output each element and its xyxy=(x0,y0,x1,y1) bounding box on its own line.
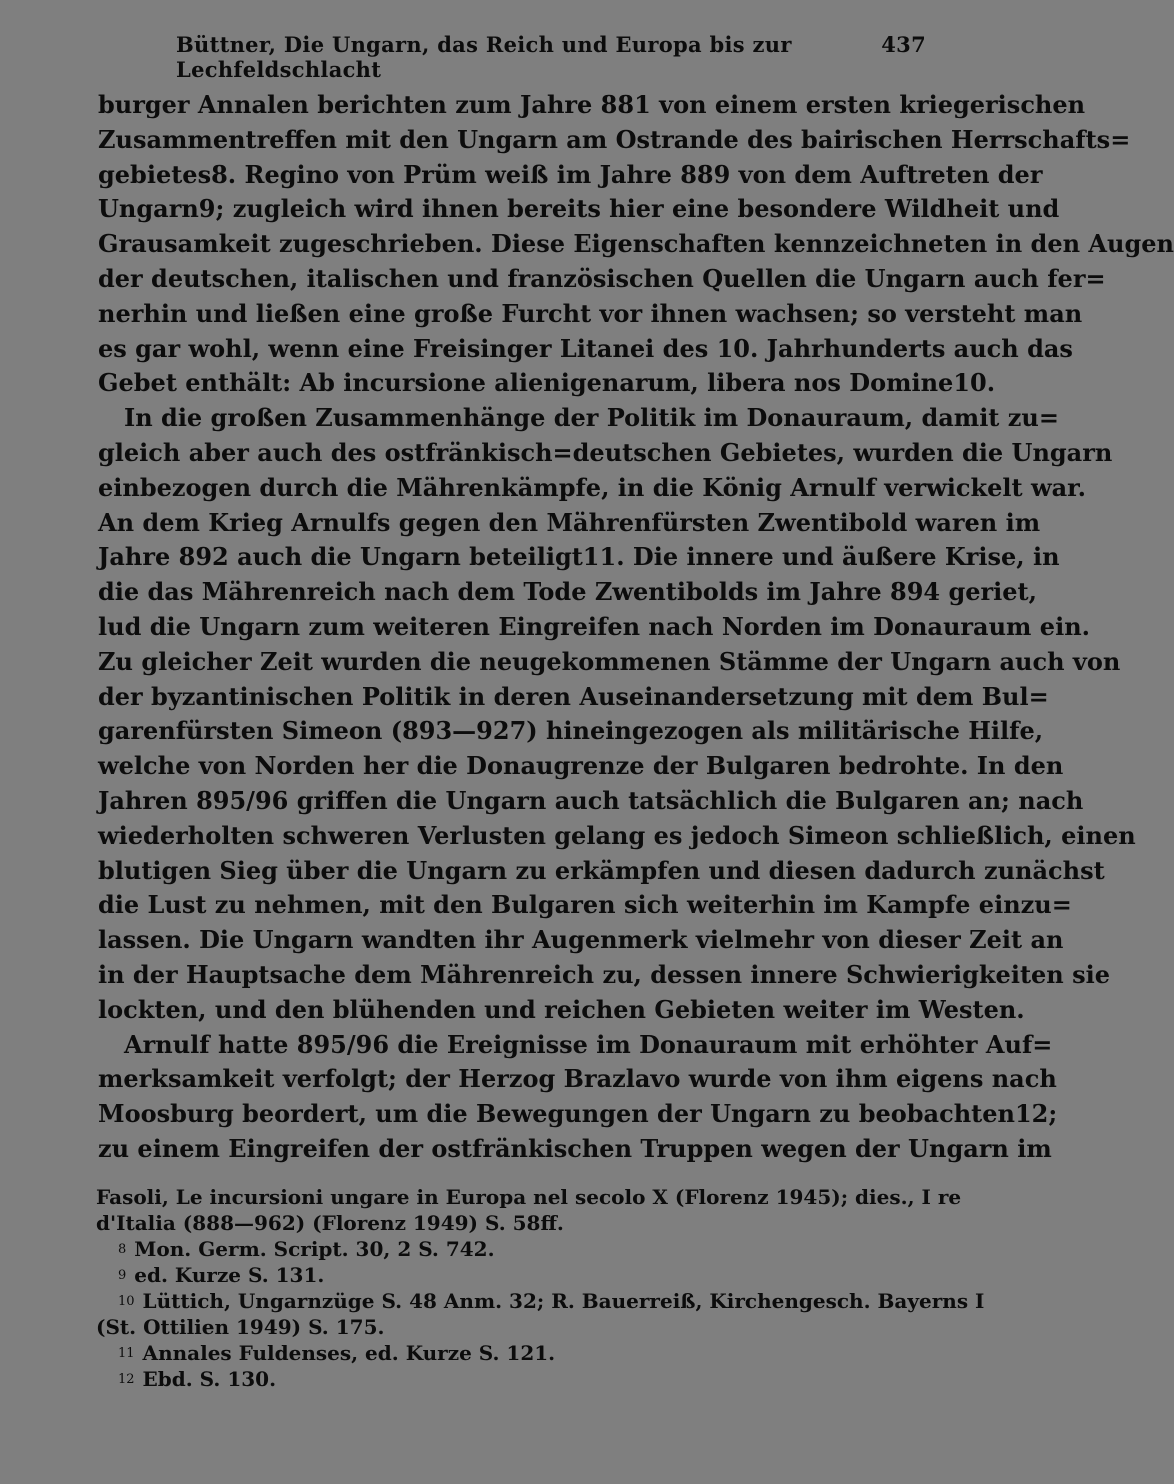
text-line: garenfürsten Simeon (893—927) hineingezogen als militärische Hilfe, xyxy=(98,716,1044,746)
text-line: burger Annalen berichten zum Jahre 881 von einem ersten kriegerischen xyxy=(98,90,1086,119)
footnote-text: Fasoli, Le incursioni ungare in Europa nel secolo X (Florenz 1945); dies., I re xyxy=(96,1185,962,1209)
text-line: Gebet enthält: Ab incursione alienigenarum, libera nos Domine10. xyxy=(98,368,996,398)
text-line: lockten, und den blühenden und reichen Gebieten weiter im Westen. xyxy=(98,994,1025,1024)
text-line: Zusammentreffen mit den Ungarn am Ostrande des bairischen Herrschafts= xyxy=(98,124,1131,154)
text-line: Grausamkeit zugeschrieben. Diese Eigenschaften kennzeichneten in den Augen xyxy=(98,229,1174,259)
text-line: die Lust zu nehmen, mit den Bulgaren sich weiterhin im Kampfe einzu= xyxy=(98,890,1072,920)
text-line: blutigen Sieg über die Ungarn zu erkämpfen und diesen dadurch zunächst xyxy=(98,855,1105,885)
running-header xyxy=(176,32,926,82)
text-line: Ungarn9; zugleich wird ihnen bereits hier eine besondere Wildheit und xyxy=(98,194,1060,224)
text-line: In die großen Zusammenhänge der Politik im Donauraum, damit zu= xyxy=(124,403,1059,433)
footnote-number: 8 xyxy=(118,1242,127,1257)
footnote-number: 12 xyxy=(118,1372,135,1387)
text-line: der deutschen, italischen und französischen Quellen die Ungarn auch fer= xyxy=(98,263,1106,293)
text-line: welche von Norden her die Donaugrenze der Bulgaren bedrohte. In den xyxy=(98,751,1064,781)
footnote-number: 10 xyxy=(118,1294,135,1309)
text-line: einbezogen durch die Mährenkämpfe, in die König Arnulf verwickelt war. xyxy=(98,472,1086,502)
page-number: 437 xyxy=(881,32,926,57)
text-line: wiederholten schweren Verlusten gelang es jedoch Simeon schließlich, einen xyxy=(98,820,1136,850)
text-line: gleich aber auch des ostfränkisch=deutschen Gebietes, wurden die Ungarn xyxy=(98,437,1113,467)
text-line: gebietes8. Regino von Prüm weiß im Jahre 889 von dem Auftreten der xyxy=(98,159,1043,189)
text-line: Arnulf hatte 895/96 die Ereignisse im Donauraum mit erhöhter Auf= xyxy=(124,1029,1053,1059)
running-title: Büttner, Die Ungarn, das Reich und Europa bis zur Lechfeldschlacht xyxy=(176,32,792,82)
footnote-text: d'Italia (888—962) (Florenz 1949) S. 58ff. xyxy=(96,1211,564,1235)
text-line: An dem Krieg Arnulfs gegen den Mährenfürsten Zwentibold waren im xyxy=(98,507,1041,537)
text-line: Zu gleicher Zeit wurden die neugekommenen Stämme der Ungarn auch von xyxy=(98,646,1121,676)
footnote-line xyxy=(96,1366,922,1392)
paragraph xyxy=(98,1028,1058,1167)
footnote-line xyxy=(96,1340,922,1366)
footnote-line xyxy=(96,1210,922,1236)
text-line: Moosburg beordert, um die Bewegungen der Ungarn zu beobachten12; xyxy=(98,1099,1058,1129)
footnote-line xyxy=(96,1184,962,1210)
footnote-text: Lüttich, Ungarnzüge S. 48 Anm. 32; R. Bauerreiß, Kirchengesch. Bayerns I xyxy=(142,1289,985,1313)
footnote-text: ed. Kurze S. 131. xyxy=(134,1263,325,1287)
footnote-text: Ebd. S. 130. xyxy=(142,1367,277,1391)
text-line: es gar wohl, wenn eine Freisinger Litanei des 10. Jahrhunderts auch das xyxy=(98,333,1073,363)
text-line: nerhin und ließen eine große Furcht vor ihnen wachsen; so versteht man xyxy=(98,298,1083,328)
footnote-number: 9 xyxy=(118,1268,127,1283)
footnote-number: 11 xyxy=(118,1346,135,1361)
footnote-text: (St. Ottilien 1949) S. 175. xyxy=(96,1315,385,1339)
paragraph xyxy=(98,88,1174,401)
text-line: der byzantinischen Politik in deren Auseinandersetzung mit dem Bul= xyxy=(98,681,1049,711)
footnote-line xyxy=(96,1236,922,1262)
text-line: Jahren 895/96 griffen die Ungarn auch tatsächlich die Bulgaren an; nach xyxy=(98,785,1084,815)
text-line: in der Hauptsache dem Mährenreich zu, dessen innere Schwierigkeiten sie xyxy=(98,959,1110,989)
text-line: Jahre 892 auch die Ungarn beteiligt11. Die innere und äußere Krise, in xyxy=(98,542,1060,572)
footnote-text: Annales Fuldenses, ed. Kurze S. 121. xyxy=(142,1341,556,1365)
text-line: merksamkeit verfolgt; der Herzog Brazlavo wurde von ihm eigens nach xyxy=(98,1064,1057,1094)
body-text xyxy=(98,88,1174,1167)
footnote-line xyxy=(96,1288,985,1314)
text-line: die das Mährenreich nach dem Tode Zwentibolds im Jahre 894 geriet, xyxy=(98,577,1037,607)
footnote-text: Mon. Germ. Script. 30, 2 S. 742. xyxy=(134,1237,495,1261)
text-line: zu einem Eingreifen der ostfränkischen Truppen wegen der Ungarn im xyxy=(98,1133,1052,1163)
footnote-line xyxy=(96,1262,922,1288)
footnote-line xyxy=(96,1314,922,1340)
footnotes xyxy=(96,1184,985,1392)
text-line: lassen. Die Ungarn wandten ihr Augenmerk vielmehr von dieser Zeit an xyxy=(98,925,1064,955)
text-line: lud die Ungarn zum weiteren Eingreifen nach Norden im Donauraum ein. xyxy=(98,611,1090,641)
paragraph xyxy=(98,401,1136,1027)
